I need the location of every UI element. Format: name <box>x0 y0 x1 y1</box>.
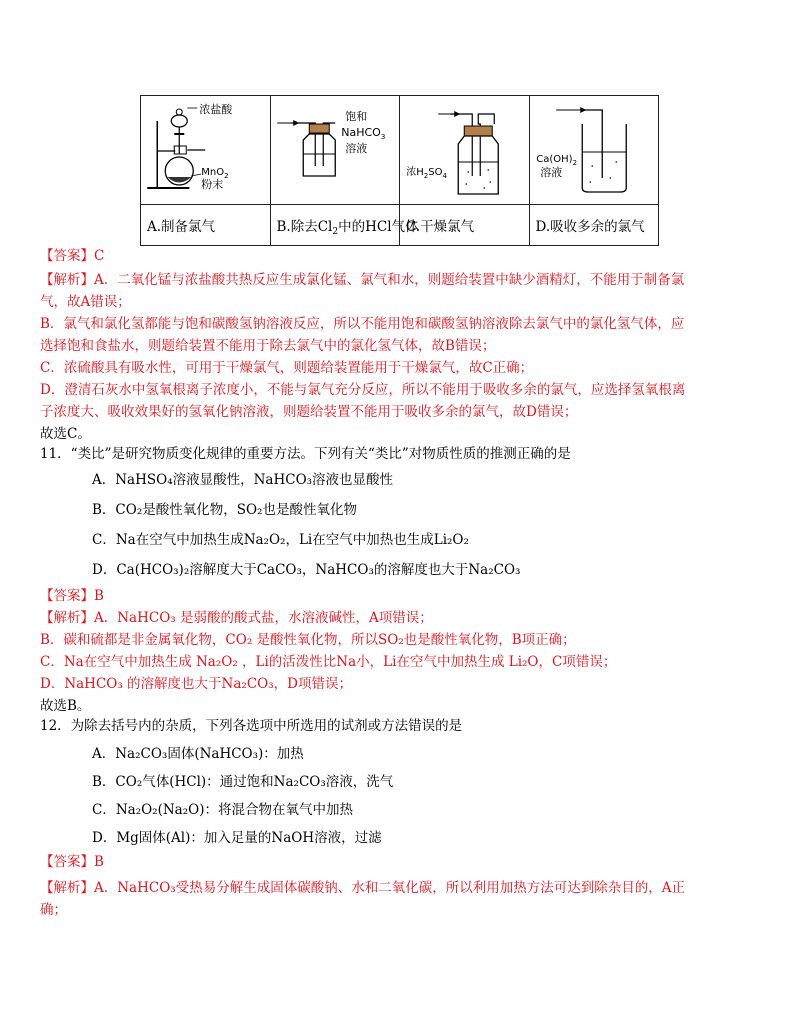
caption-d: D.吸收多余的氯气 <box>529 205 659 246</box>
label-saturated: 饱和 <box>344 110 367 123</box>
q11-analysis-line: D．NaHCO₃ 的溶解度也大于Na₂CO₃，D项错误； <box>40 676 352 692</box>
label-solution: 溶液 <box>344 142 367 155</box>
q10-analysis-line: 选择饱和食盐水，则题给装置不能用于除去氯气中的氯化氢气体，故B错误； <box>40 338 496 354</box>
apparatus-table <box>140 95 659 246</box>
label-mno2: MnO$_2$ <box>201 167 229 180</box>
q10-analysis-line: B．氯气和氯化氢都能与饱和碳酸氢钠溶液反应，所以不能用饱和碳酸氢钠溶液除去氯气中的氯化氢气体，应 <box>40 316 685 332</box>
q12-option-a: A．Na₂CO₃固体(NaHCO₃)：加热 <box>92 746 304 762</box>
q11-stem: 11．“类比”是研究物质变化规律的重要方法。下列有关“类比”对物质性质的推测正确的是 <box>40 446 571 462</box>
q11-option-d: D．Ca(HCO₃)₂溶解度大于CaCO₃，NaHCO₃的溶解度也大于Na₂CO₃ <box>92 562 521 578</box>
q10-analysis-line: 【解析】A．二氧化锰与浓盐酸共热反应生成氯化锰、氯气和水，则题给装置中缺少酒精灯，不能用于制备氯 <box>40 272 685 288</box>
q12-stem: 12．为除去括号内的杂质，下列各选项中所选用的试剂或方法错误的是 <box>40 718 463 734</box>
apparatus-c-cell <box>400 96 530 205</box>
absorption-beaker-diagram <box>530 96 659 204</box>
q12-option-b: B．CO₂气体(HCl)：通过饱和Na₂CO₃溶液，洗气 <box>92 774 394 790</box>
apparatus-d-cell <box>529 96 659 205</box>
q12-analysis-line: 确； <box>40 902 67 918</box>
q12-option-d: D．Mg固体(Al)：加入足量的NaOH溶液，过滤 <box>92 830 382 846</box>
q11-option-c: C．Na在空气中加热生成Na₂O₂，Li在空气中加热也生成Li₂O₂ <box>92 532 469 548</box>
label-conc-hcl: 浓盐酸 <box>199 103 233 116</box>
gas-washing-bottle-nahco3-diagram <box>271 96 400 204</box>
chlorine-generator-diagram <box>141 96 270 204</box>
apparatus-b-cell <box>270 96 400 205</box>
q11-answer: 【答案】B <box>40 588 104 604</box>
q11-option-a: A．NaHSO₄溶液显酸性，NaHCO₃溶液也显酸性 <box>92 472 394 488</box>
caption-b: B.除去$Cl_2$中的HCl气体 <box>270 205 400 246</box>
q12-answer: 【答案】B <box>40 854 104 870</box>
apparatus-a-cell <box>141 96 271 205</box>
label-conc-h2so4: 浓$H_2SO_4$ <box>406 167 447 180</box>
q10-answer: 【答案】C <box>40 248 105 264</box>
q11-option-b: B．CO₂是酸性氧化物，SO₂也是酸性氧化物 <box>92 502 357 518</box>
q10-analysis-line: 子浓度大、吸收效果好的氢氧化钠溶液，则题给装置不能用于吸收多余的氯气，故D错误； <box>40 404 578 420</box>
q10-analysis-line: C．浓硫酸具有吸水性，可用于干燥氯气，则题给装置能用于干燥氯气，故C正确； <box>40 360 534 376</box>
label-powder: 粉末 <box>201 178 224 191</box>
label-caoh2: $Ca(OH)_2$ <box>535 154 577 167</box>
gas-washing-bottle-h2so4-diagram <box>400 96 529 204</box>
q10-analysis-line: D．澄清石灰水中氢氧根离子浓度小，不能与氯气充分反应，所以不能用于吸收多余的氯气，应选择氢氧根离 <box>40 382 686 398</box>
q12-option-c: C．Na₂O₂(Na₂O)：将混合物在氧气中加热 <box>92 802 353 818</box>
q11-analysis-line: C．Na在空气中加热生成 Na₂O₂ ，Li的活泼性比Na小，Li在空气中加热生成 Li₂O，C项错误； <box>40 654 617 670</box>
caption-c: C.干燥氯气 <box>400 205 530 246</box>
caption-a: A.制备氯气 <box>141 205 271 246</box>
q10-analysis-line: 气，故A错误； <box>40 294 131 310</box>
q12-analysis-line: 【解析】A．NaHCO₃受热易分解生成固体碳酸钠、水和二氧化碳，所以利用加热方法可达到除杂目的，A正 <box>40 880 685 896</box>
q11-analysis-line: B．碳和硫都是非金属氧化物，CO₂ 是酸性氧化物，所以SO₂也是酸性氧化物，B项正确； <box>40 632 576 648</box>
label-nahco3: NaHCO$_3$ <box>340 126 385 141</box>
q10-conclusion: 故选C。 <box>40 426 91 442</box>
q11-analysis-line: 【解析】A．NaHCO₃ 是弱酸的酸式盐，水溶液碱性，A项错误； <box>40 610 433 626</box>
q11-conclusion: 故选B。 <box>40 698 91 714</box>
label-solution-d: 溶液 <box>539 166 562 179</box>
